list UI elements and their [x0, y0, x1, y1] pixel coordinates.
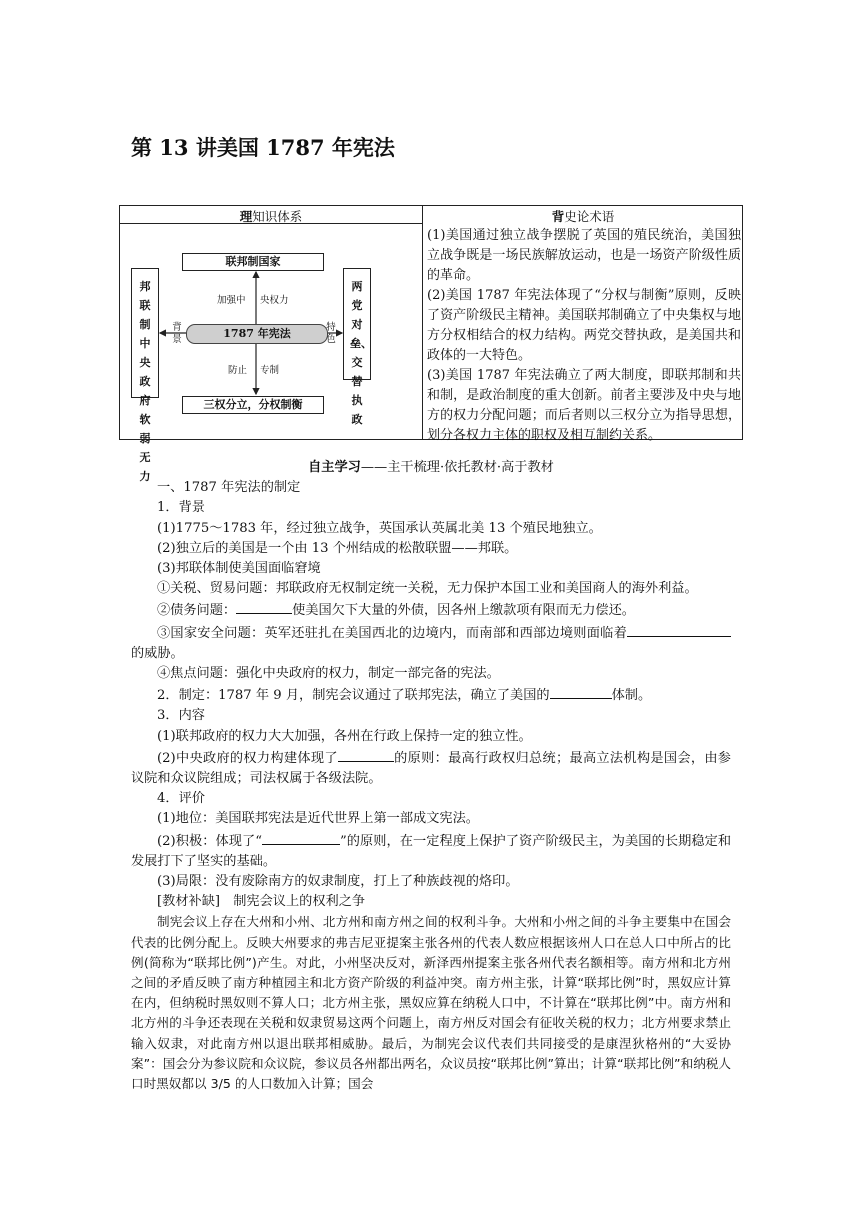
arrow-label-central-power: 央权力 [260, 295, 289, 306]
section-heading: 自主学习——主干梳理·依托教材·高于教材 [308, 460, 554, 475]
confederation-box: 邦联制中央政府软弱无力 [131, 268, 159, 398]
arrow-label-autocracy: 专制 [260, 365, 280, 376]
fill-blank[interactable] [236, 599, 292, 614]
study-content [131, 458, 731, 1094]
two-party-box: 两党对垒、交替执政 [343, 268, 371, 380]
table-divider [422, 206, 423, 439]
supplement-heading: [教材补缺] 制宪会议上的权利之争 [157, 894, 366, 910]
table-header-left: 理知识体系 [239, 209, 303, 224]
paragraph: 2．制定：1787 年 9 月，制宪会议通过了联邦宪法，确立了美国的 体制。 [131, 684, 731, 706]
term-3: (3)美国 1787 年宪法确立了两大制度，即联邦制和共和制，是政治制度的重大创新。前者主要涉及中央与地方的权力分配问题；而后者则以三权分立为指导思想，划分各权力主体的职权及相互制约关系。 [427, 368, 741, 443]
fill-blank[interactable] [550, 684, 612, 699]
paragraph: ①关税、贸易问题：邦联政府无权制定统一关税，无力保护本国工业和美国商人的海外利益。 [157, 581, 698, 597]
constitution-1787-node: 1787 年宪法 [186, 324, 328, 344]
paragraph: (1)地位：美国联邦宪法是近代世界上第一部成文宪法。 [157, 811, 479, 827]
knowledge-diagram [120, 224, 422, 483]
page-title: 第 13 讲美国 1787 年宪法 [131, 135, 395, 160]
separation-of-powers-box: 三权分立，分权制衡 [182, 396, 324, 414]
supplement-text: 制宪会议上存在大州和小州、北方州和南方州之间的权利斗争。大州和小州之间的斗争主要集中在国会代表的比例分配上。反映大州要求的弗吉尼亚提案主张各州的代表人数应根据该州人口在总人口中所占的比例(简称为“联邦比例”)产生。对此，小州坚决反对，新泽西州提案主张各州代表名额相等。南方州和北方州之间的矛盾反映了南方种植园主和北方资产阶级的利益冲突。南方州主张，计算“联邦比例”时，黑奴应计算在内，但纳税时黑奴则不算人口；北方州主张，黑奴应算在纳税人口中，不计算在“联邦比例”中。南方州和北方州的斗争还表现在关税和奴隶贸易这两个问题上，南方州反对国会有征收关税的权力；北方州要求禁止输入奴隶，对此南方州以退出联邦相威胁。最后，为制宪会议代表们共同接受的是康涅狄格州的“大妥协案”：国会分为参议院和众议院，参议员各州都出两名，众议员按“联邦比例”算出；计算“联邦比例”和纳税人口时黑奴都以 3/5 的人口数加入计算；国会 [131, 914, 731, 1092]
paragraph: (2)中央政府的权力构建体现了 的原则：最高行政权归总统；最高立法机构是国会，由参议院和众议院组成；司法权属于各级法院。 [131, 747, 731, 789]
paragraph: (1)1775～1783 年，经过独立战争，英国承认英属北美 13 个殖民地独立。 [157, 520, 602, 536]
paragraph: (3)邦联体制使美国面临窘境 [157, 561, 321, 577]
paragraph: (1)联邦政府的权力大大加强，各州在行政上保持一定的独立性。 [157, 728, 532, 744]
paragraph: (2)独立后的美国是一个由 13 个州结成的松散联盟——邦联。 [157, 540, 518, 556]
term-2: (2)美国 1787 年宪法体现了“分权与制衡”原则，反映了资产阶级民主精神。美国联邦制确立了中央集权与地方分权相结合的权力结构。两党交替执政，是美国共和政体的一大特色。 [427, 288, 741, 363]
history-terms [427, 226, 741, 446]
fill-blank[interactable] [338, 747, 394, 762]
arrow-label-strengthen: 加强中 [217, 295, 246, 306]
term-1: (1)美国通过独立战争摆脱了英国的殖民统治，美国独立战争既是一场民族解放运动，也是一场资产阶级性质的革命。 [427, 228, 741, 283]
fill-blank[interactable] [262, 830, 340, 845]
arrow-label-prevent: 防止 [228, 365, 248, 376]
heading-1-1: 1．背景 [157, 500, 205, 516]
fill-blank[interactable] [627, 622, 731, 637]
federal-state-box: 联邦制国家 [182, 253, 324, 271]
paragraph: (3)局限：没有废除南方的奴隶制度，打上了种族歧视的烙印。 [157, 874, 519, 890]
heading-3: 3．内容 [157, 708, 205, 724]
heading-1: 一、1787 年宪法的制定 [157, 480, 301, 496]
heading-4: 4．评价 [157, 791, 205, 807]
paragraph: ②债务问题： 使美国欠下大量的外债，因各州上缴款项有限而无力偿还。 [131, 599, 731, 621]
table-header-right: 背史论术语 [551, 209, 615, 224]
arrow-label-feature: 特色 [326, 322, 336, 345]
paragraph: ③国家安全问题：英军还驻扎在美国西北的边境内，而南部和西部边境则面临着的威胁。 [131, 622, 731, 664]
arrow-label-background: 背景 [172, 322, 182, 345]
paragraph: (2)积极：体现了“ ”的原则，在一定程度上保护了资产阶级民主，为美国的长期稳定和发展打下了坚实的基础。 [131, 830, 731, 872]
paragraph: ④焦点问题：强化中央政府的权力，制定一部完备的宪法。 [157, 666, 500, 682]
